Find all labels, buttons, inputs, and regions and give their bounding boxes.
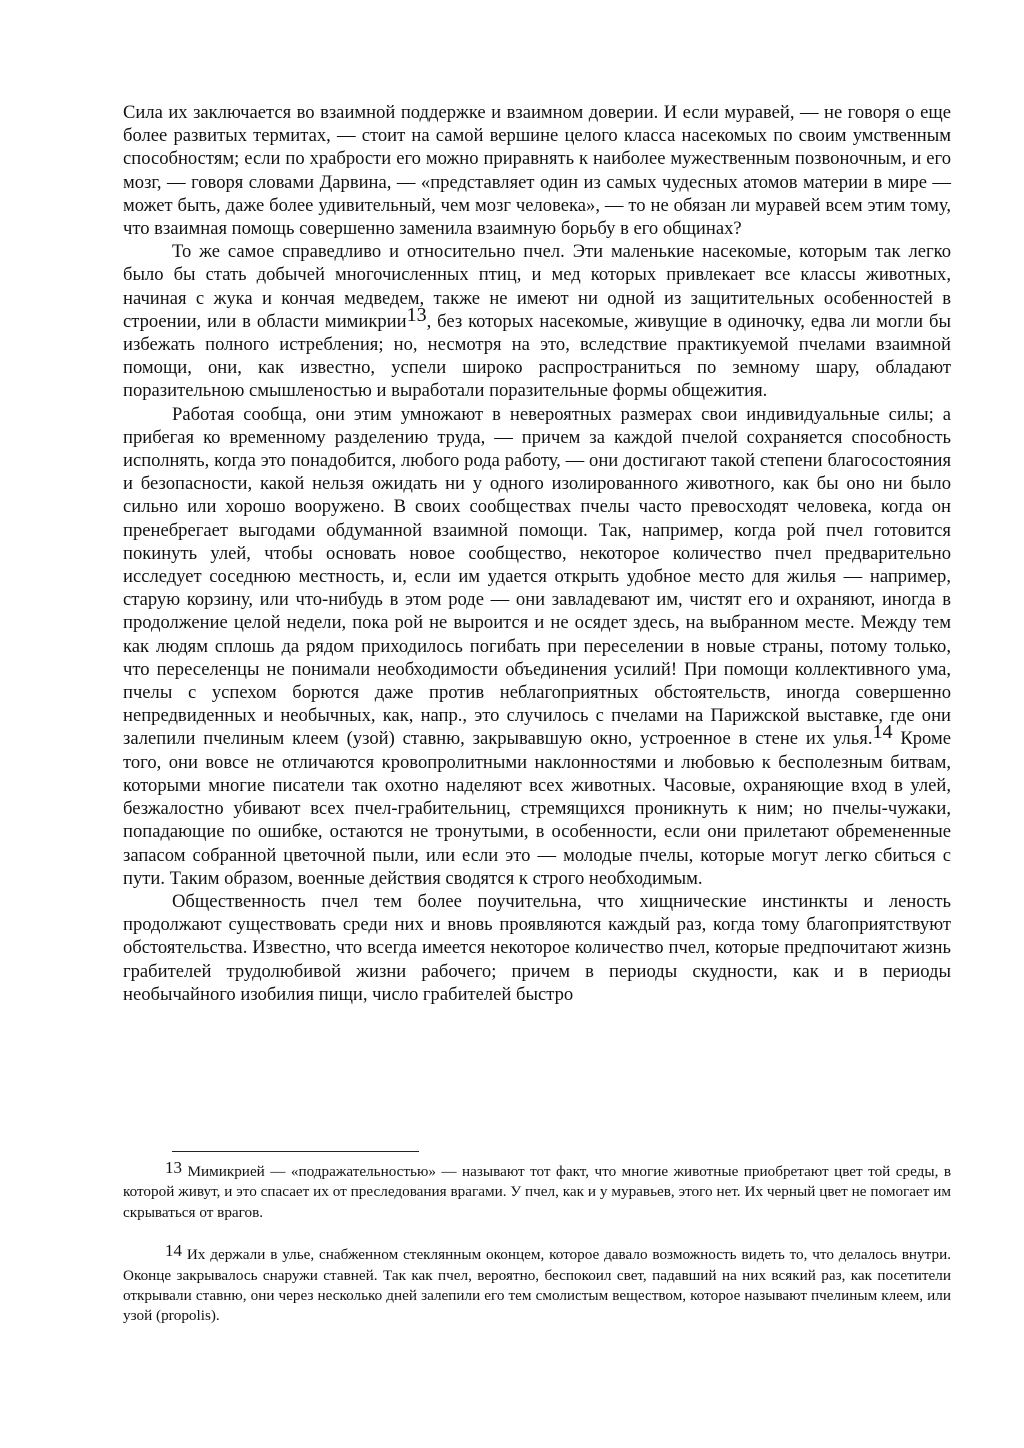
paragraph-2-text-b: , без которых насекомые, живущие в одиночку, едва ли могли бы избежать полного истребления; но, несмотря на это, вследствие практикуемой пчелами взаимной помощи, они, как известно, успели широко распространиться по земному шару, обладают поразительною смышленостью и выработали поразительные формы общежития. bbox=[123, 310, 951, 402]
paragraph-4 bbox=[123, 890, 951, 1006]
footnote-separator bbox=[172, 1151, 419, 1152]
footnote-ref-14[interactable]: 14 bbox=[872, 721, 893, 744]
footnote-text: Мимикрией — «подражательностью» — называют тот факт, что многие животные приобретают цвет той среды, в которой живут, и это спасает их от преследования врагами. У пчел, как и у муравьев, этого нет. Их черный цвет не помогает им скрываться от врагов. bbox=[123, 1163, 951, 1221]
footnote-13 bbox=[123, 1158, 951, 1223]
paragraph-1-text: Сила их заключается во взаимной поддержке и взаимном доверии. И если муравей, — не говоря о еще более развитых термитах, — стоит на самой вершине целого класса насекомых по своим умственным способностям; если по храбрости его можно приравнять к наиболее мужественным позвоночным, и его мозг, — говоря словами Дарвина, — «представляет один из самых чудесных атомов материи в мире — может быть, даже более удивительный, чем мозг человека», — то не обязан ли муравей всем этим тому, что взаимная помощь совершенно заменила взаимную борьбу в его общинах? bbox=[123, 102, 951, 240]
footnote-number: 13 bbox=[165, 1158, 182, 1177]
paragraph-1 bbox=[123, 101, 951, 240]
paragraph-2-text-a: То же самое справедливо и относительно пчел. Эти маленькие насекомые, которым так легко было бы стать добычей многочисленных птиц, и мед которых привлекает все классы животных, начиная с жука и кончая медведем, также не имеют ни одной из защитительных особенностей в строении, или в области мимикрии bbox=[123, 241, 951, 332]
paragraph-3 bbox=[123, 403, 951, 890]
footnote-14 bbox=[123, 1241, 951, 1327]
paragraph-4-text: Общественность пчел тем более поучительна, что хищнические инстинкты и леность продолжают существовать среди них и вновь проявляются каждый раз, когда тому благоприятствуют обстоятельства. Известно, что всегда имеется некоторое количество пчел, которые предпочитают жизнь грабителей трудолюбивой жизни рабочего; причем в периоды скудности, как и в периоды необычайного изобилия пищи, число грабителей быстро bbox=[123, 890, 951, 1005]
footnotes bbox=[123, 1158, 951, 1349]
footnote-text: Их держали в улье, снабженном стеклянным оконцем, которое давало возможность видеть то, что делалось внутри. Оконце закрывалось снаружи ставней. Так как пчел, вероятно, беспокоил свет, падавший на них всякий раз, как посетители открывали ставню, они через несколько дней залепили его тем смолистым веществом, которое называют пчелиным клеем, или узой (propolis). bbox=[123, 1246, 951, 1325]
footnote-number: 14 bbox=[165, 1241, 182, 1261]
paragraph-3-text-a: Работая сообща, они этим умножают в невероятных размерах свои индивидуальные силы; а прибегая ко временному разделению труда, — причем за каждой пчелой сохраняется способность исполнять, когда это понадобится, любого рода работу, — они достигают такой степени благосостояния и безопасности, какой нельзя ожидать ни у одного изолированного животного, как бы оно ни было сильно или хорошо вооружено. В своих сообществах пчелы часто превосходят человека, когда он пренебрегает выгодами обдуманной взаимной помощи. Так, например, когда рой пчел готовится покинуть улей, чтобы основать новое сообщество, некоторое количество пчел предварительно исследует соседнюю местность, и, если им удается открыть удобное место для жилья — например, старую корзину, или что-нибудь в этом роде — они завладевают им, чистят его и охраняют, иногда в продолжение целой недели, пока рой не выроится и не осядет здесь, на выбранном месте. Между тем как людям сплошь да рядом приходилось погибать при переселении в новые страны, потому только, что переселенцы не понимали необходимости объединения усилий! При помощи коллективного ума, пчелы с успехом борются даже против неблагоприятных обстоятельств, иногда совершенно непредвиденных и необычных, как, напр., это случилось с пчелами на Парижской выставке, где они залепили пчелиным клеем (узой) ставню, закрывавшую окно, устроенное в стене их улья. bbox=[123, 403, 951, 750]
paragraph-3-text-b: Кроме того, они вовсе не отличаются кровопролитными наклонностями и любовью к бесполезным битвам, которыми многие писатели так охотно наделяют всех животных. Часовые, охраняющие вход в улей, безжалостно убивают всех пчел-грабительниц, стремящихся проникнуть к ним; но пчелы-чужаки, попадающие по ошибке, остаются не тронутыми, в особенности, если они прилетают обремененные запасом собранной цветочной пыли, или если это — молодые пчелы, которые могут легко сбиться с пути. Таким образом, военные действия сводятся к строго необходимым. bbox=[123, 728, 951, 889]
paragraph-2 bbox=[123, 240, 951, 402]
body-text bbox=[123, 101, 951, 1006]
footnote-ref-13[interactable]: 13 bbox=[406, 303, 427, 326]
